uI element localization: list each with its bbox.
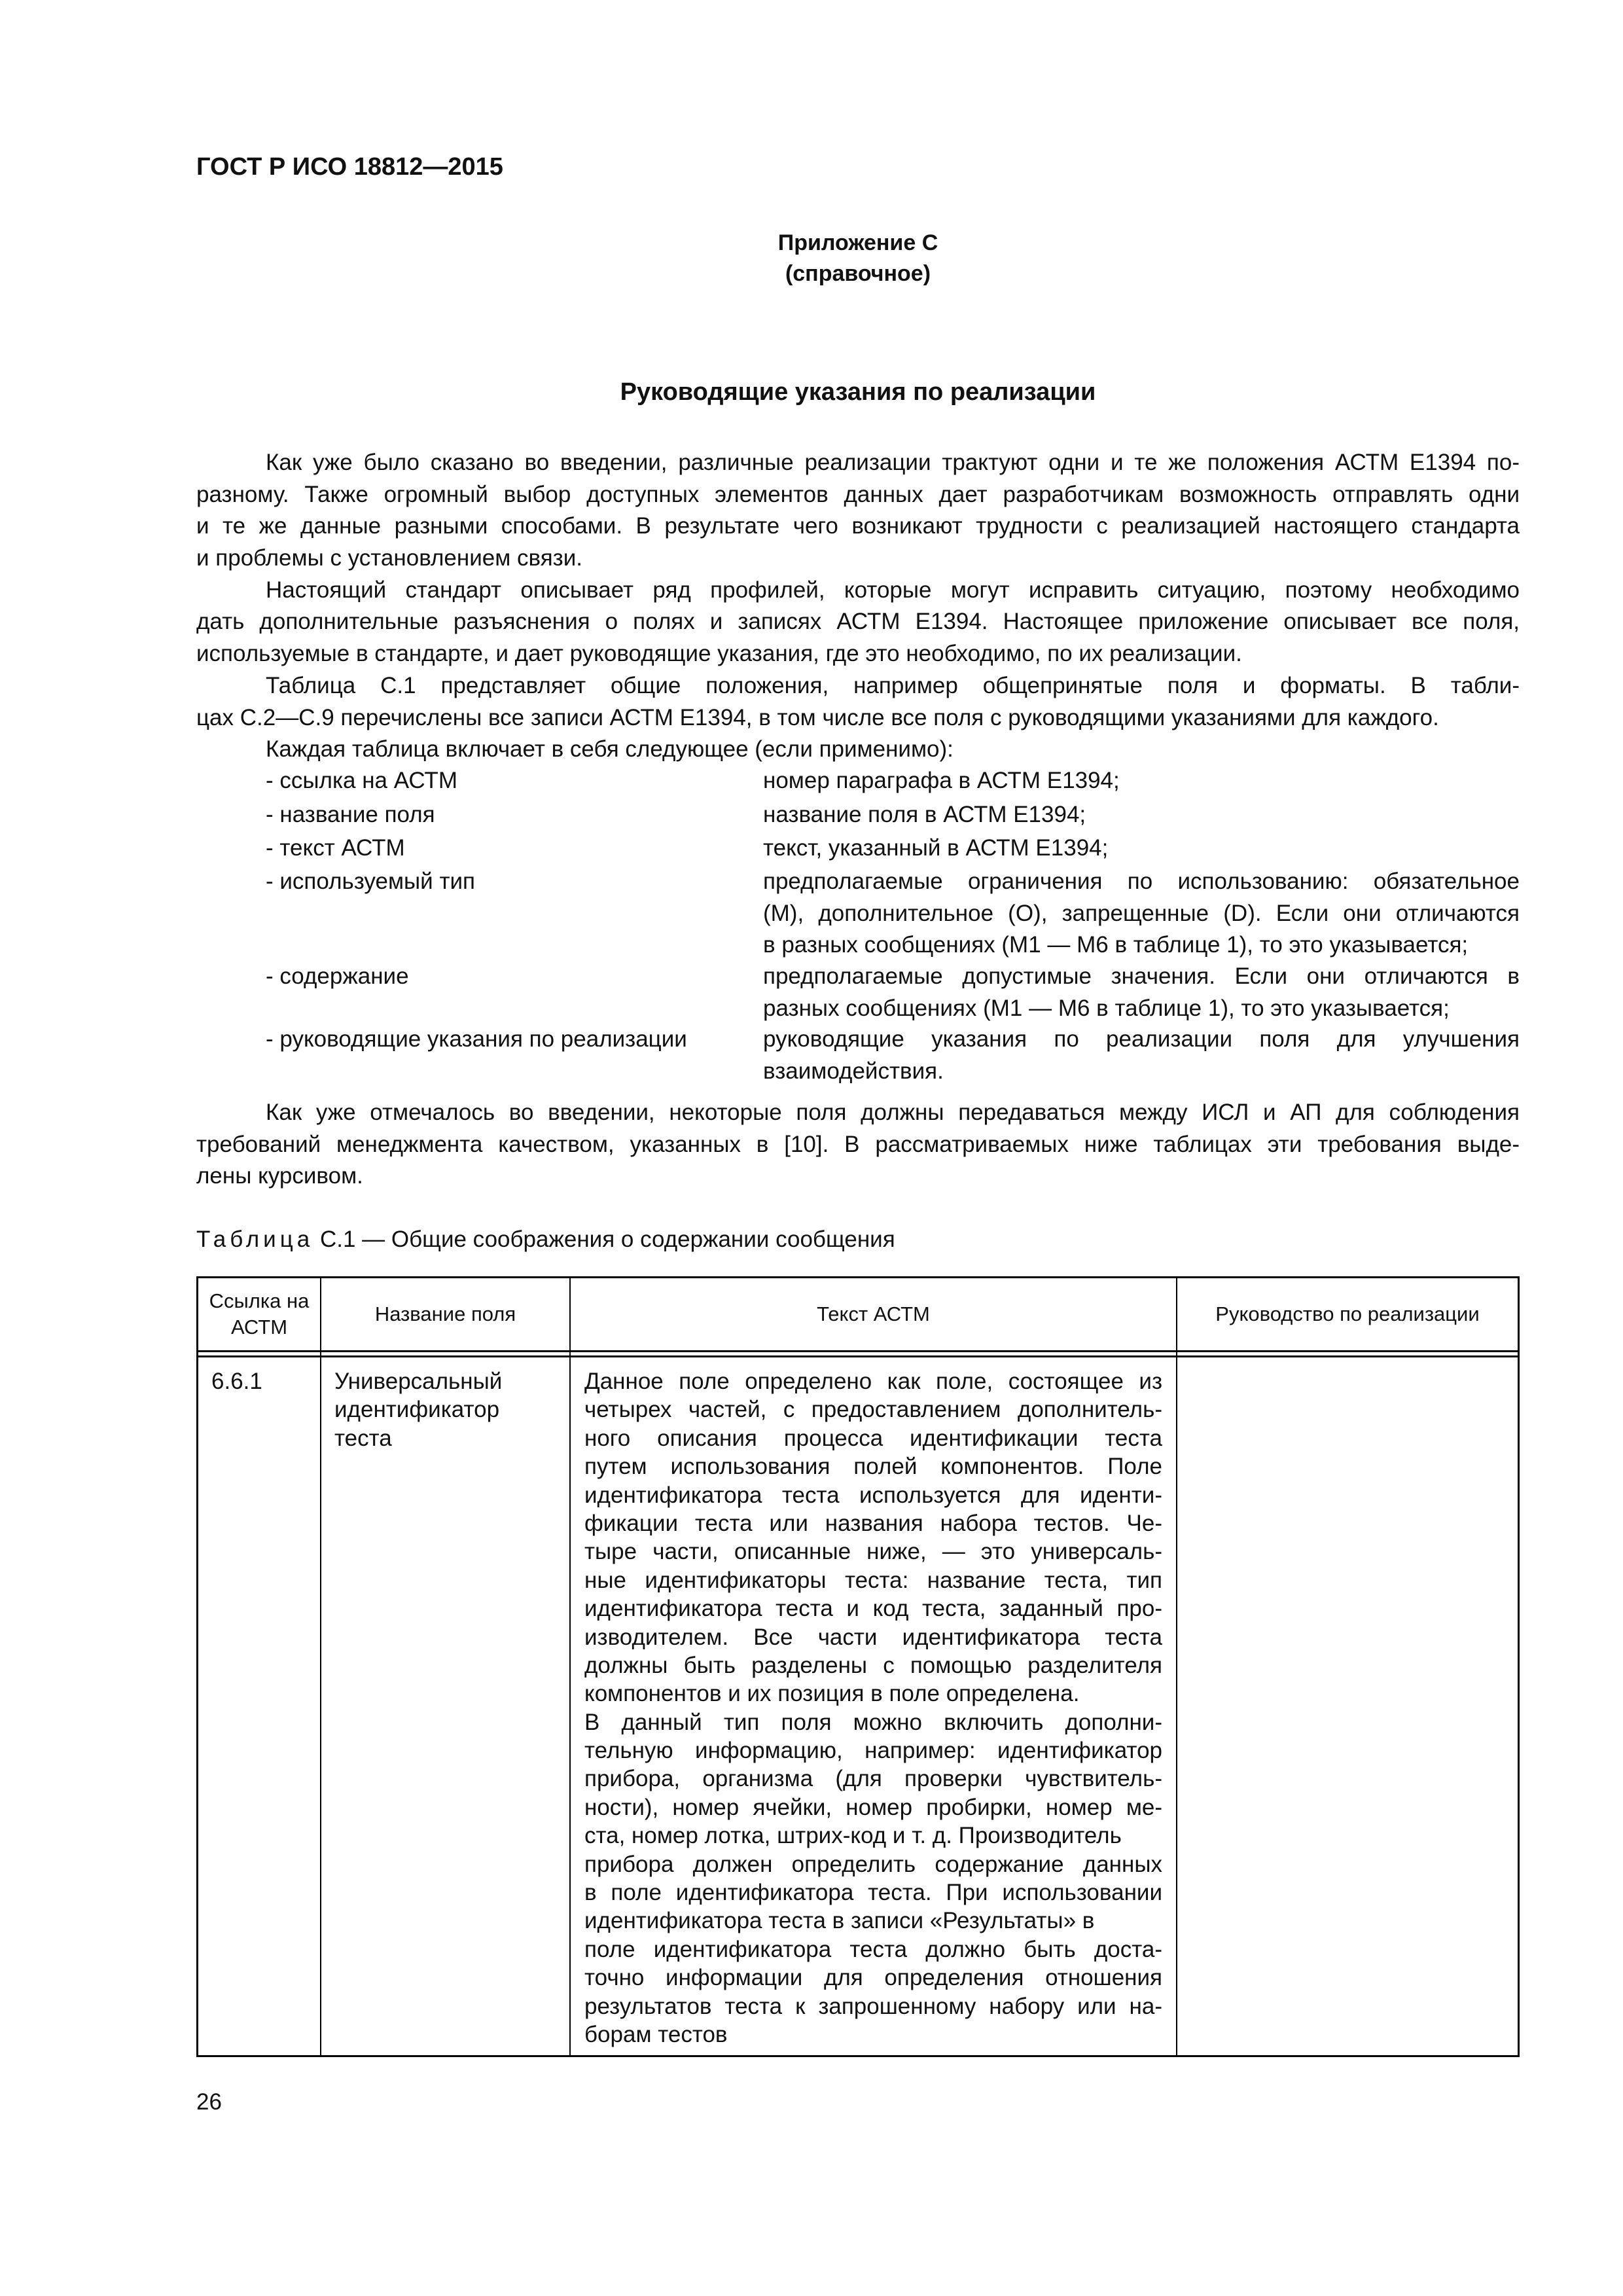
text-line: используемые в стандарте, и дает руководящие указания, где это необходимо, по их реализации. — [196, 641, 1242, 667]
text-line: разному. Также огромный выбор доступных элементов данных дает разработчикам возможность отправлять одни — [196, 481, 1520, 507]
text-line: идентификатора теста и код теста, заданный про- — [584, 1596, 1162, 1622]
intro-text — [196, 447, 1520, 766]
appendix-title: Приложение С — [777, 230, 938, 255]
closing-paragraph — [196, 1097, 1520, 1193]
header-field-name: Название поля — [374, 1302, 516, 1325]
text-line: в поле идентификатора теста. При использовании — [584, 1880, 1162, 1906]
text-line: требований менеджмента качеством, указанных в [10]. В рассматриваемых ниже таблицах эти требования выде- — [196, 1131, 1520, 1157]
text-line: результатов теста к запрошенному набору или на- — [584, 1993, 1162, 2019]
list-description — [763, 866, 1520, 961]
text-line: прибора, организма (для проверки чувствитель- — [584, 1766, 1162, 1792]
list-term: - руководящие указания по реализации — [266, 1026, 687, 1052]
text-line: Настоящий стандарт описывает ряд профилей, которые могут исправить ситуацию, поэтому необходимо — [266, 577, 1520, 603]
text-line: руководящие указания по реализации поля для улучшения — [763, 1026, 1520, 1052]
text-line: изводителем. Все части идентификатора теста — [584, 1624, 1162, 1650]
table-c1 — [196, 1276, 1520, 2057]
list-description — [763, 961, 1520, 1024]
text-line: Универсальный — [334, 1369, 503, 1394]
text-line: Как уже отмечалось во введении, некоторые поля должны передаваться между ИСЛ и АП для соблюдения — [266, 1100, 1520, 1125]
text-line: предполагаемые ограничения по использованию: обязательное — [763, 869, 1520, 894]
text-line: номер параграфа в АСТМ Е1394; — [763, 768, 1120, 793]
text-line: в разных сообщениях (М1 — М6 в таблице 1), то это указывается; — [763, 932, 1469, 958]
table-caption — [196, 1227, 895, 1253]
text-line: тельную информацию, например: идентификатор — [584, 1738, 1162, 1764]
cell-astm-text — [584, 1367, 1162, 2049]
text-line: цах С.2—С.9 перечислены все записи АСТМ Е1394, в том числе все поля с руководящими указаниями для каждого. — [196, 704, 1439, 730]
list-term: - текст АСТМ — [266, 835, 405, 861]
header-astm-ref: Ссылка на АСТМ — [209, 1289, 310, 1338]
text-line: идентификатора теста используется для иденти- — [584, 1482, 1162, 1508]
header-astm-text: Текст АСТМ — [817, 1302, 930, 1325]
text-line: ного описания процесса идентификации теста — [584, 1425, 1162, 1451]
text-line: Каждая таблица включает в себя следующее (если применимо): — [266, 736, 954, 762]
text-line: точно информации для определения отношения — [584, 1965, 1162, 1991]
list-term: - ссылка на АСТМ — [266, 768, 457, 793]
appendix-title-block — [196, 228, 1520, 289]
text-line: ста, номер лотка, штрих-код и т. д. Производитель — [584, 1823, 1122, 1849]
text-line: лены курсивом. — [196, 1163, 363, 1189]
list-term: - используемый тип — [266, 869, 475, 894]
text-line: текст, указанный в АСТМ Е1394; — [763, 835, 1109, 861]
list-term: - содержание — [266, 963, 409, 989]
text-line: идентификатора теста в записи «Результаты» в — [584, 1908, 1095, 1934]
header-guidance: Руководство по реализации — [1215, 1302, 1480, 1325]
text-line: разных сообщениях (М1 — М6 в таблице 1), то это указывается; — [763, 995, 1450, 1021]
table-caption-text: С.1 — Общие соображения о содержании сообщения — [313, 1227, 895, 1252]
text-line: В данный тип поля можно включить дополни- — [584, 1709, 1162, 1735]
text-line: (М), дополнительное (О), запрещенные (D). Если они отличаются — [763, 900, 1520, 926]
text-line: дать дополнительные разъяснения о полях и записях АСТМ Е1394. Настоящее приложение описывает все поля, — [196, 609, 1520, 635]
text-line: название поля в АСТМ Е1394; — [763, 802, 1086, 827]
text-line: ные идентификаторы теста: название теста, тип — [584, 1567, 1162, 1593]
text-line: Таблица С.1 представляет общие положения, например общепринятые поля и форматы. В табли- — [266, 672, 1520, 698]
text-line: борам тестов — [584, 2021, 728, 2047]
text-line: теста — [334, 1425, 392, 1451]
text-line: Данное поле определено как поле, состоящее из — [584, 1369, 1162, 1394]
page-number: 26 — [196, 2089, 222, 2115]
document-code: ГОСТ Р ИСО 18812—2015 — [196, 153, 503, 181]
text-line: Как уже было сказано во введении, различные реализации трактуют одни и те же положения АСТМ Е1394 по- — [266, 450, 1520, 475]
text-line: ности), номер ячейки, номер пробирки, номер ме- — [584, 1794, 1162, 1820]
text-line: взаимодействия. — [763, 1058, 944, 1084]
list-description — [763, 833, 1520, 865]
text-line: должны быть разделены с помощью разделителя — [584, 1652, 1162, 1678]
text-line: фикации теста или названия набора тестов. Че- — [584, 1510, 1162, 1536]
text-line: компонентов и их позиция в поле определена. — [584, 1681, 1080, 1707]
appendix-subtitle: (справочное) — [785, 261, 931, 286]
section-heading: Руководящие указания по реализации — [620, 378, 1096, 406]
list-description — [763, 1024, 1520, 1087]
list-description — [763, 799, 1520, 831]
text-line: поле идентификатора теста должно быть доста- — [584, 1936, 1162, 1962]
text-line: идентификатор — [334, 1397, 500, 1423]
text-line: и проблемы с установлением связи. — [196, 545, 582, 571]
text-line: тыре части, описанные ниже, — это универсаль- — [584, 1539, 1162, 1565]
cell-field-name — [334, 1367, 557, 1452]
text-line: и те же данные разными способами. В результате чего возникают трудности с реализацией настоящего стандарта — [196, 513, 1520, 539]
list-term: - название поля — [266, 802, 435, 827]
text-line: прибора должен определить содержание данных — [584, 1851, 1162, 1877]
table-caption-label: Таблица — [196, 1227, 314, 1252]
text-line: четырех частей, с предоставлением дополнитель- — [584, 1397, 1162, 1423]
cell-ref: 6.6.1 — [211, 1369, 262, 1394]
text-line: путем использования полей компонентов. Поле — [584, 1454, 1162, 1480]
list-description — [763, 765, 1520, 797]
text-line: предполагаемые допустимые значения. Если они отличаются в — [763, 963, 1520, 989]
